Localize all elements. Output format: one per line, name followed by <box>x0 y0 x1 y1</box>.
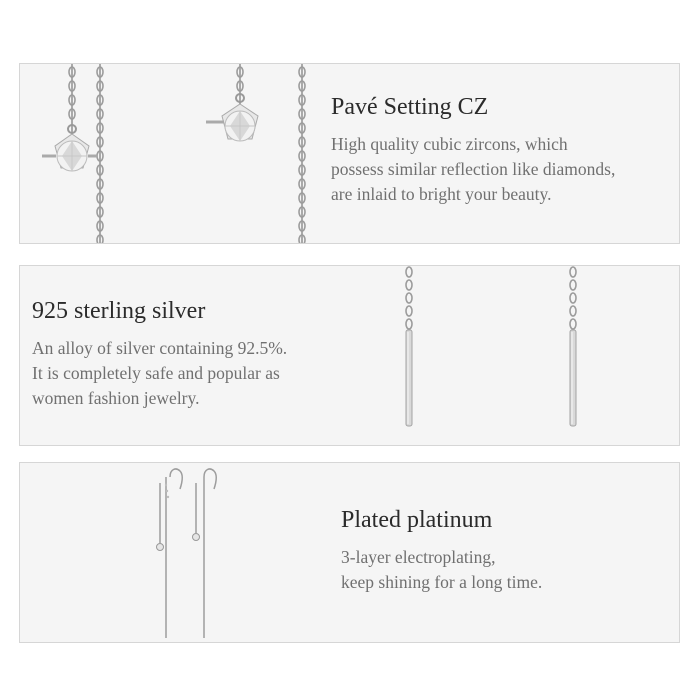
feature-description <box>331 132 615 207</box>
description-line: It is completely safe and popular as <box>32 363 280 383</box>
feature-description <box>341 545 542 595</box>
chain-bar-image <box>20 266 680 446</box>
description-line: possess similar reflection like diamonds, <box>331 159 616 179</box>
feature-panel-plated-platinum <box>19 462 680 643</box>
feature-title: 925 sterling silver <box>32 298 206 324</box>
description-line: women fashion jewelry. <box>32 388 200 408</box>
description-line: 3-layer electroplating, <box>341 547 496 567</box>
feature-title: Plated platinum <box>341 507 493 533</box>
feature-title: Pavé Setting CZ <box>331 94 489 120</box>
feature-panel-sterling-silver <box>19 265 680 446</box>
description-line: An alloy of silver containing 92.5%. <box>32 338 288 358</box>
description-line: are inlaid to bright your beauty. <box>331 184 552 204</box>
cz-earring-image <box>20 64 340 244</box>
feature-panel-pave-setting <box>19 63 680 244</box>
description-line: keep shining for a long time. <box>341 572 543 592</box>
description-line: High quality cubic zircons, which <box>331 134 568 154</box>
threader-earring-image <box>20 463 320 643</box>
